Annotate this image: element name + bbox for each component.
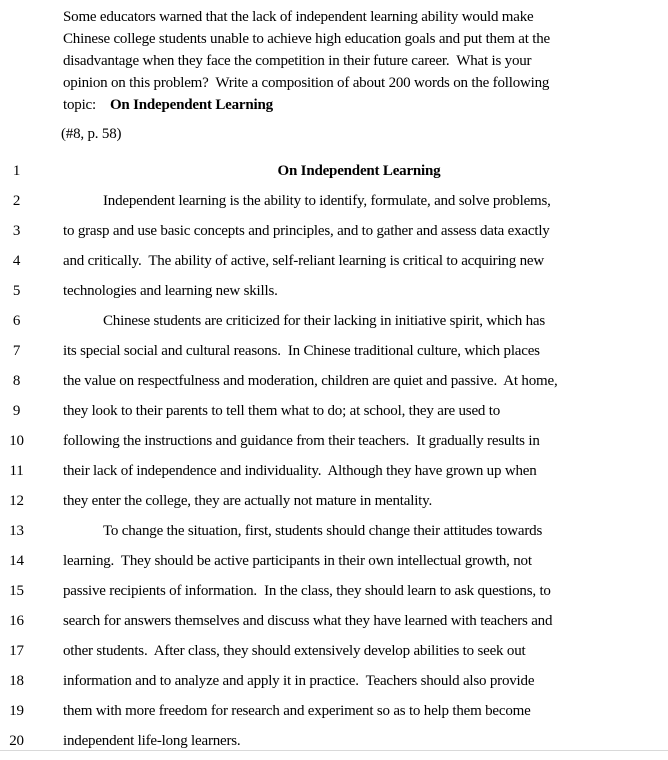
line-number: 3 [12, 223, 21, 239]
line-number: 13 [9, 523, 24, 539]
line-text: search for answers themselves and discuss what they have learned with teachers and [63, 613, 553, 629]
essay-row [0, 336, 668, 366]
line-text: their lack of independence and individuality. Although they have grown up when [63, 463, 537, 479]
line-number: 9 [12, 403, 21, 419]
essay-body [0, 156, 668, 756]
line-number: 18 [9, 673, 24, 689]
topic-title: On Independent Learning [109, 97, 273, 113]
line-number: 10 [9, 433, 24, 449]
essay-row [0, 246, 668, 276]
essay-row [0, 666, 668, 696]
essay-row [0, 276, 668, 306]
line-number: 19 [9, 703, 24, 719]
essay-row [0, 216, 668, 246]
line-text: to grasp and use basic concepts and principles, and to gather and assess data exactly [63, 223, 550, 239]
essay-row [0, 576, 668, 606]
essay-row [0, 396, 668, 426]
prompt-line: opinion on this problem? Write a composition of about 200 words on the following [63, 75, 550, 91]
essay-row [0, 366, 668, 396]
essay-row [0, 426, 668, 456]
line-text: technologies and learning new skills. [63, 283, 278, 299]
line-text: other students. After class, they should extensively develop abilities to seek out [63, 643, 526, 659]
line-text: Independent learning is the ability to identify, formulate, and solve problems, [103, 193, 551, 209]
topic-label: topic: [63, 97, 96, 113]
line-text: learning. They should be active participants in their own intellectual growth, not [63, 553, 532, 569]
essay-row [0, 486, 668, 516]
line-number: 7 [12, 343, 21, 359]
essay-row [0, 156, 668, 186]
prompt-line: Some educators warned that the lack of independent learning ability would make [63, 9, 534, 25]
essay-row [0, 516, 668, 546]
reference-note: (#8, p. 58) [61, 126, 122, 142]
essay-row [0, 696, 668, 726]
line-text: they enter the college, they are actually not mature in mentality. [63, 493, 433, 509]
line-number: 2 [12, 193, 21, 209]
line-text: and critically. The ability of active, self-reliant learning is critical to acquiring new [63, 253, 544, 269]
line-number: 5 [12, 283, 21, 299]
essay-row [0, 636, 668, 666]
essay-row [0, 306, 668, 336]
line-number: 1 [12, 163, 21, 179]
line-text: following the instructions and guidance from their teachers. It gradually results in [63, 433, 540, 449]
line-number: 6 [12, 313, 21, 329]
essay-row [0, 456, 668, 486]
line-number: 14 [9, 553, 24, 569]
prompt-line: disadvantage when they face the competition in their future career. What is your [63, 53, 532, 69]
line-number: 4 [12, 253, 21, 269]
line-text: independent life-long learners. [63, 733, 241, 749]
line-text: information and to analyze and apply it in practice. Teachers should also provide [63, 673, 535, 689]
line-text: the value on respectfulness and moderation, children are quiet and passive. At home, [63, 373, 558, 389]
essay-row [0, 606, 668, 636]
prompt-paragraph [63, 6, 663, 116]
essay-row [0, 546, 668, 576]
line-number: 12 [9, 493, 24, 509]
essay-row [0, 726, 668, 756]
line-number: 16 [9, 613, 24, 629]
line-text: its special social and cultural reasons. In Chinese traditional culture, which places [63, 343, 540, 359]
line-number: 20 [9, 733, 24, 749]
essay-title: On Independent Learning [277, 163, 441, 179]
line-number: 15 [9, 583, 24, 599]
line-text: To change the situation, first, students should change their attitudes towards [103, 523, 543, 539]
line-number: 8 [12, 373, 21, 389]
line-text: them with more freedom for research and experiment so as to help them become [63, 703, 531, 719]
line-text: they look to their parents to tell them what to do; at school, they are used to [63, 403, 501, 419]
prompt-topic-line [63, 94, 663, 116]
essay-row [0, 186, 668, 216]
line-text: Chinese students are criticized for their lacking in initiative spirit, which has [103, 313, 546, 329]
line-number: 17 [9, 643, 24, 659]
line-text: passive recipients of information. In the class, they should learn to ask questions, to [63, 583, 551, 599]
bottom-divider [0, 750, 668, 751]
prompt-line: Chinese college students unable to achieve high education goals and put them at the [63, 31, 551, 47]
line-number: 11 [9, 463, 24, 479]
